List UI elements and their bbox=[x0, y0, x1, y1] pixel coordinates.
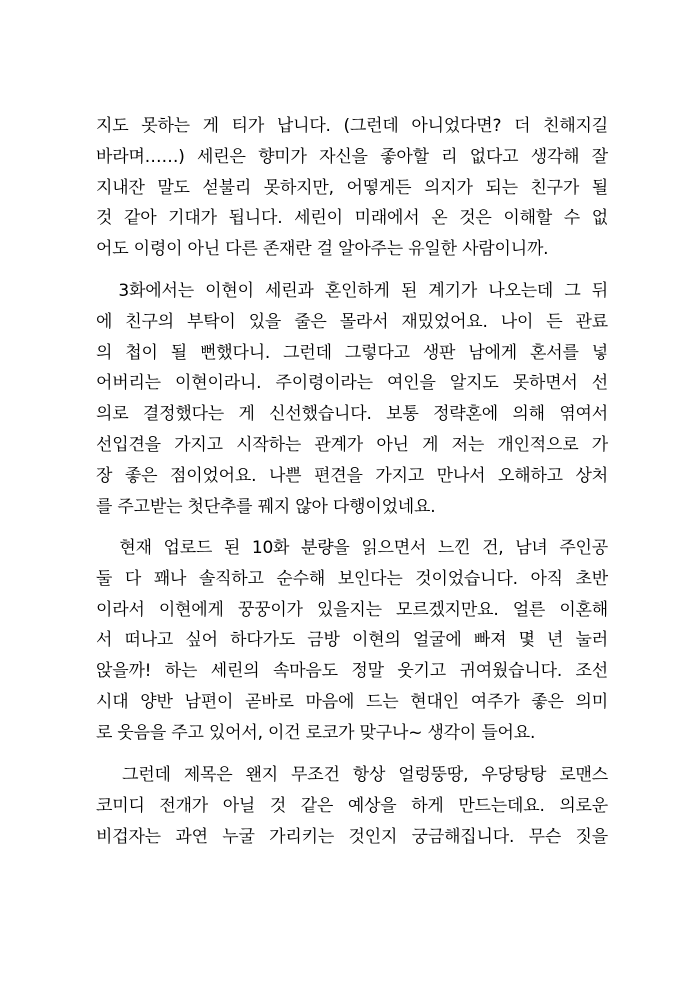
paragraph-2 bbox=[96, 276, 608, 522]
text-line: 로 웃음을 주고 있어서, 이건 로코가 맞구나~ 생각이 들어요. bbox=[96, 722, 536, 743]
text-line: 비겁자는 과연 누굴 가리키는 것인지 궁금해집니다. 무슨 짓을 bbox=[96, 826, 608, 847]
text-line: 것 같아 기대가 됩니다. 세린이 미래에서 온 것은 이해할 수 없 bbox=[96, 208, 608, 229]
text-line: 서 떠나고 싶어 하다가도 금방 이현의 얼굴에 빠져 몇 년 눌러 bbox=[96, 630, 608, 651]
text-line: 현재 업로드 된 10화 분량을 읽으면서 느낀 건, 남녀 주인공 bbox=[96, 538, 608, 558]
text-line: 코미디 전개가 아닐 것 같은 예상을 하게 만드는데요. 의로운 bbox=[96, 795, 608, 816]
text-line: 이라서 이현에게 꿍꿍이가 있을지는 모르겠지만요. 얼른 이혼해 bbox=[96, 599, 608, 620]
text-line: 어버리는 이현이라니. 주이령이라는 여인을 알지도 못하면서 선 bbox=[96, 373, 608, 394]
text-line: 바라며……) 세린은 향미가 자신을 좋아할 리 없다고 생각해 잘 bbox=[96, 146, 608, 167]
text-line: 어도 이령이 아닌 다른 존재란 걸 알아주는 유일한 사람이니까. bbox=[96, 239, 549, 260]
text-line: 시대 양반 남편이 곧바로 마음에 드는 현대인 여주가 좋은 의미 bbox=[96, 691, 608, 712]
text-line: 앉을까! 하는 세린의 속마음도 정말 웃기고 귀여웠습니다. 조선 bbox=[96, 661, 608, 682]
text-line: 의로 결정했다는 게 신선했습니다. 보통 정략혼에 의해 엮여서 bbox=[96, 404, 608, 425]
text-line: 선입견을 가지고 시작하는 관계가 아닌 게 저는 개인적으로 가 bbox=[96, 434, 608, 455]
paragraph-1 bbox=[96, 111, 608, 265]
text-line: 지도 못하는 게 티가 납니다. (그런데 아니었다면? 더 친해지길 bbox=[96, 116, 608, 136]
paragraph-3 bbox=[96, 533, 608, 749]
text-line: 3화에서는 이현이 세린과 혼인하게 된 계기가 나오는데 그 뒤 bbox=[96, 281, 608, 301]
paragraph-4 bbox=[96, 760, 608, 852]
text-line: 를 주고받는 첫단추를 꿰지 않아 다행이었네요. bbox=[96, 496, 436, 517]
text-line: 그런데 제목은 왠지 무조건 항상 얼렁뚱땅, 우당탕탕 로맨스 bbox=[96, 765, 608, 785]
text-line: 둘 다 꽤나 솔직하고 순수해 보인다는 것이었습니다. 아직 초반 bbox=[96, 568, 608, 589]
text-line: 에 친구의 부탁이 있을 줄은 몰라서 재밌었어요. 나이 든 관료 bbox=[96, 311, 608, 332]
text-line: 장 좋은 점이었어요. 나쁜 편견을 가지고 만나서 오해하고 상처 bbox=[96, 465, 608, 486]
text-line: 지내잔 말도 섣불리 못하지만, 어떻게든 의지가 되는 친구가 될 bbox=[96, 177, 608, 198]
text-line: 의 첩이 될 뻔했다니. 그런데 그렇다고 생판 남에게 혼서를 넣 bbox=[96, 342, 608, 363]
